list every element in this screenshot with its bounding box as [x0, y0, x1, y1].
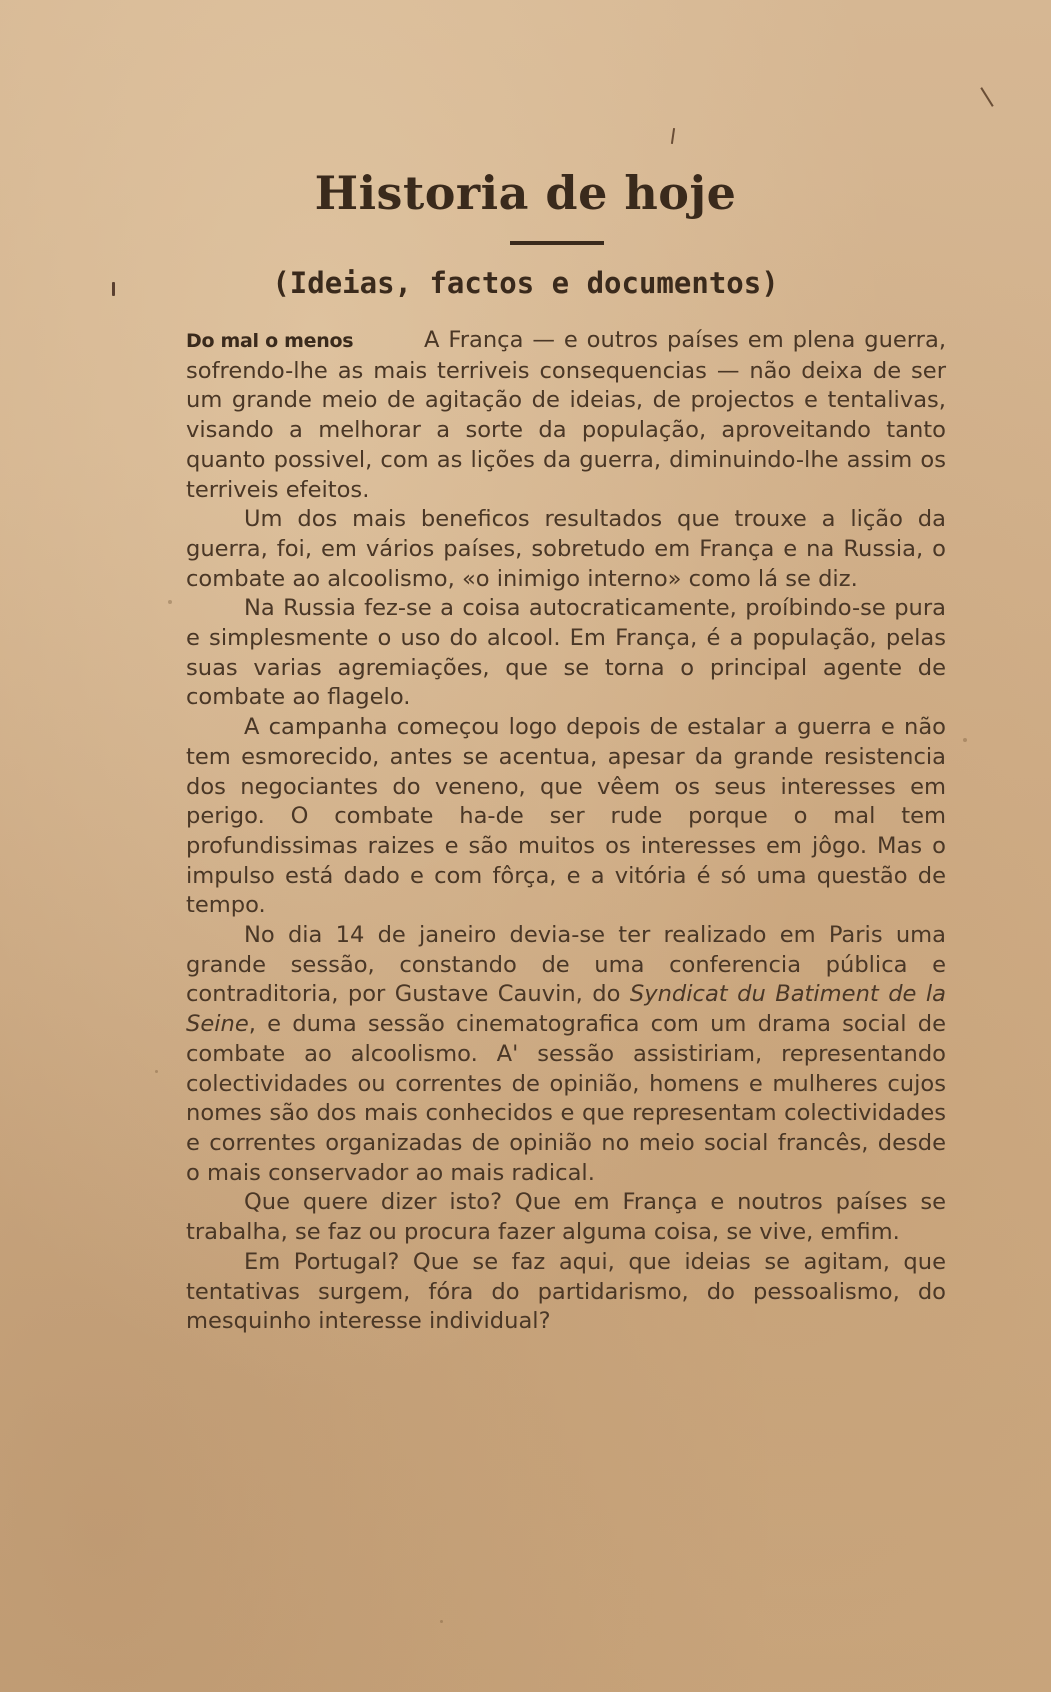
paper-speck — [155, 1070, 158, 1073]
paper-speck — [963, 738, 967, 742]
paragraph-4: A campanha começou logo depois de estalar a guerra e não tem esmorecido, antes se acentua, apesar da grande resistencia dos negociantes do veneno, que vêem os seus interesses em perigo. O combate ha-de ser rude porque o mal tem profundissimas raizes e são muitos os interesses em jôgo. Mas o impulso está dado e com fôrça, e a vitória é só uma questão de tempo. — [186, 714, 946, 919]
article-body — [186, 326, 946, 1337]
section-heading: Do mal o menos — [186, 330, 354, 352]
page-subtitle: (Ideias, factos e documentos) — [272, 266, 779, 300]
pencil-mark — [980, 87, 993, 107]
paragraph-6: Que quere dizer isto? Que em França e noutros países se trabalha, se faz ou procura fazer alguma coisa, se vive, emfim. — [186, 1189, 946, 1246]
pencil-mark — [671, 128, 675, 144]
paragraph-1 — [186, 326, 946, 505]
paper-speck — [440, 1620, 443, 1623]
page-title: Historia de hoje — [314, 166, 737, 220]
paragraph-3: Na Russia fez-se a coisa autocraticamente, proíbindo-se pura e simplesmente o uso do alcool. Em França, é a população, pelas suas varias agremiações, que se torna o principal agente de combate ao flagelo. — [186, 595, 946, 711]
paragraph-5-text-a: No dia 14 de janeiro devia-se ter realizado em Paris uma grande sessão, constando de uma conferencia pública e contraditoria, por Gustave Cauvin, do — [186, 922, 946, 1008]
paragraph-2: Um dos mais beneficos resultados que trouxe a lição da guerra, foi, em vários países, sobretudo em França e na Russia, o combate ao alcoolismo, «o inimigo interno» como lá se diz. — [186, 506, 946, 592]
organization-name: Syndicat du Batiment de la Seine — [186, 981, 946, 1038]
paragraph-7: Em Portugal? Que se faz aqui, que ideias se agitam, que tentativas surgem, fóra do partidarismo, do pessoalismo, do mesquinho interesse individual? — [186, 1248, 946, 1335]
paragraph-5-text-b: , e duma sessão cinematografica com um drama social de combate ao alcoolismo. A' sessão assistiriam, representando colectividades ou correntes de opinião, homens e mulheres cujos nomes são dos mais conhecidos e que representam colectividades e correntes organizadas de opinião no meio social francês, desde o mais conservador ao mais radical. — [186, 1011, 946, 1186]
paragraph-1-text: A França — e outros países em plena guerra, sofrendo-lhe as mais terriveis consequencias — não deixa de ser um grande meio de agitação de ideias, de projectos e tentalivas, visando a melhorar a sorte da população, aproveitando tanto quanto possivel, com as lições da guerra, diminuindo-lhe assim os terriveis efeitos. — [186, 327, 946, 503]
title-underline — [510, 241, 604, 245]
paragraph-5 — [186, 921, 946, 1188]
paper-speck — [168, 600, 172, 604]
